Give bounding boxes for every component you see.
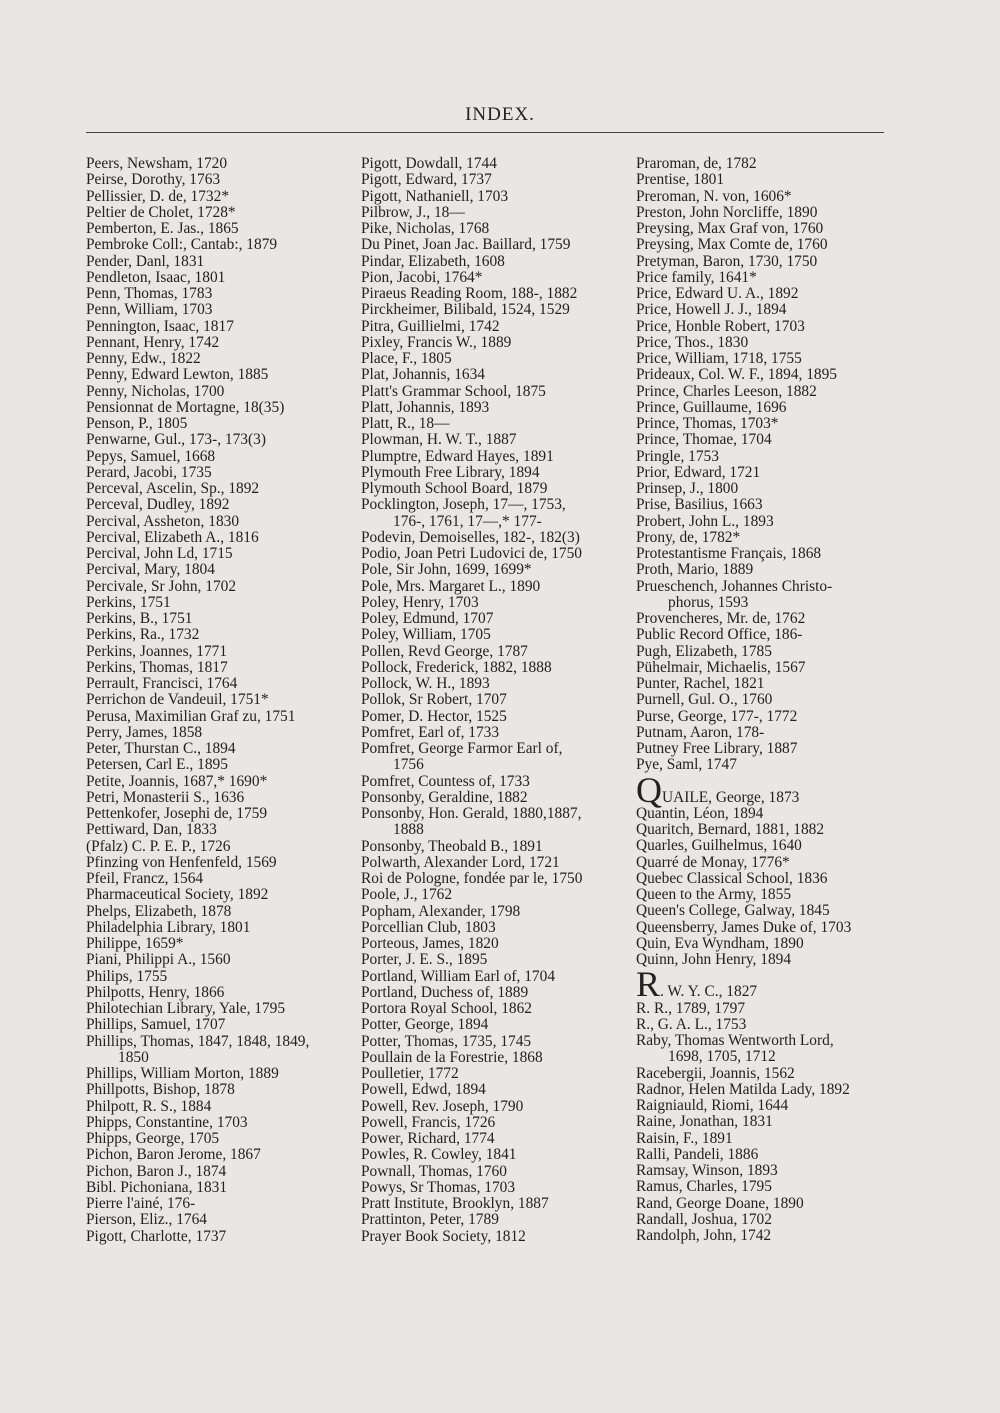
index-entry: Pindar, Elizabeth, 1608 [361, 252, 505, 270]
index-entry: Philippe, 1659* [86, 935, 184, 952]
index-entry: Porter, J. E. S., 1895 [361, 951, 488, 969]
index-entry-continuation: 1756 [393, 756, 424, 774]
index-entry: Pollock, Frederick, 1882, 1888 [361, 658, 552, 676]
index-entry: Preroman, N. von, 1606* [636, 187, 792, 205]
index-entry: Prinsep, J., 1800 [636, 480, 739, 497]
index-entry: Queen's College, Galway, 1845 [636, 902, 830, 920]
index-entry: Popham, Alexander, 1798 [361, 902, 521, 920]
index-entry: Ponsonby, Theobald B., 1891 [361, 837, 543, 855]
index-entry: Raby, Thomas Wentworth Lord, [636, 1032, 834, 1049]
index-entry: Peers, Newsham, 1720 [86, 155, 228, 172]
index-entry: Phillpotts, Bishop, 1878 [86, 1081, 235, 1099]
index-entry: Phillips, William Morton, 1889 [86, 1065, 279, 1082]
page-title: INDEX. [465, 104, 535, 125]
index-entry: Pühelmair, Michaelis, 1567 [636, 658, 806, 676]
index-entry: Pfeil, Francz, 1564 [86, 870, 204, 887]
index-entry: Price, William, 1718, 1755 [636, 350, 802, 367]
index-entry: Powell, Edwd, 1894 [361, 1081, 486, 1099]
index-entry: Pilbrow, J., 18— [361, 203, 465, 221]
index-entry: Ramus, Charles, 1795 [636, 1178, 772, 1196]
index-entry: Pierre l'ainé, 176- [86, 1195, 196, 1212]
index-entry: (Pfalz) C. P. E. P., 1726 [86, 837, 231, 855]
index-entry: Pennant, Henry, 1742 [86, 333, 220, 351]
index-entry: Quarles, Guilhelmus, 1640 [636, 837, 802, 855]
index-entry: Pratt Institute, Brooklyn, 1887 [361, 1195, 549, 1212]
index-entry: Pierson, Eliz., 1764 [86, 1211, 207, 1229]
index-entry: Podio, Joan Petri Ludovici de, 1750 [361, 545, 583, 562]
index-entry: Probert, John L., 1893 [636, 512, 774, 530]
index-entry: Quinn, John Henry, 1894 [636, 951, 792, 968]
index-entry: Powell, Francis, 1726 [361, 1113, 496, 1131]
index-entry: Penny, Edward Lewton, 1885 [86, 366, 269, 384]
index-entry: Prattinton, Peter, 1789 [361, 1211, 499, 1229]
index-entry: Pugh, Elizabeth, 1785 [636, 642, 772, 660]
index-entry: Pettiward, Dan, 1833 [86, 821, 217, 839]
index-entry-continuation: phorus, 1593 [668, 593, 749, 611]
index-entry: Price, Edward U. A., 1892 [636, 285, 799, 302]
index-entry: Preysing, Max Graf von, 1760 [636, 220, 824, 237]
index-entry: Phillips, Thomas, 1847, 1848, 1849, [86, 1032, 310, 1050]
index-entry: Ponsonby, Hon. Gerald, 1880,1887, [361, 805, 582, 822]
index-entry: Perry, James, 1858 [86, 723, 203, 741]
index-entry: Prince, Guillaume, 1696 [636, 398, 787, 416]
index-entry: Pomer, D. Hector, 1525 [361, 707, 507, 725]
index-entry: Phelps, Elizabeth, 1878 [86, 902, 232, 920]
index-entry: Raisin, F., 1891 [636, 1129, 733, 1147]
index-entry: Potter, George, 1894 [361, 1016, 489, 1034]
index-entry: Perrault, Francisci, 1764 [86, 675, 238, 692]
index-entry: Raine, Jonathan, 1831 [636, 1113, 773, 1131]
index-entry: Pigott, Dowdall, 1744 [361, 155, 497, 172]
index-entry: Pendleton, Isaac, 1801 [86, 268, 226, 286]
index-entry: Perkins, Thomas, 1817 [86, 658, 228, 676]
index-entry: Polwarth, Alexander Lord, 1721 [361, 853, 560, 871]
index-entry: Pirckheimer, Bilibald, 1524, 1529 [361, 301, 570, 319]
index-entry: Platt, R., 18— [361, 415, 450, 432]
index-entry: Percival, Elizabeth A., 1816 [86, 528, 259, 546]
index-entry: Prentise, 1801 [636, 171, 725, 189]
index-entry: Poley, Edmund, 1707 [361, 610, 494, 627]
index-entry: Racebergii, Joannis, 1562 [636, 1064, 795, 1082]
index-entry: Pemberton, E. Jas., 1865 [86, 220, 239, 237]
index-entry: Ponsonby, Geraldine, 1882 [361, 788, 528, 806]
index-entry: Phipps, George, 1705 [86, 1130, 220, 1147]
index-entry: Quebec Classical School, 1836 [636, 869, 828, 887]
index-entry: Preston, John Norcliffe, 1890 [636, 203, 818, 221]
index-entry: Raigniauld, Riomi, 1644 [636, 1097, 789, 1114]
index-entry: Pitra, Guillielmi, 1742 [361, 317, 500, 335]
index-entry: Peter, Thurstan C., 1894 [86, 740, 236, 757]
index-entry: Philadelphia Library, 1801 [86, 918, 251, 936]
index-entry: Pharmaceutical Society, 1892 [86, 886, 269, 904]
index-entry: Penn, Thomas, 1783 [86, 285, 213, 302]
index-entry: Praroman, de, 1782 [636, 155, 757, 172]
index-entry: Potter, Thomas, 1735, 1745 [361, 1032, 532, 1050]
index-entry: Prayer Book Society, 1812 [361, 1227, 526, 1245]
index-entry: Philpott, R. S., 1884 [86, 1097, 212, 1115]
index-entry: Perkins, 1751 [86, 593, 171, 611]
index-entry: Powles, R. Cowley, 1841 [361, 1146, 517, 1164]
index-entry: Price, Howell J. J., 1894 [636, 301, 787, 319]
index-entry: Penny, Nicholas, 1700 [86, 382, 225, 400]
index-entry: Queen to the Army, 1855 [636, 886, 792, 903]
index-entry: Pollok, Sr Robert, 1707 [361, 691, 507, 709]
index-entry: Poullain de la Forestrie, 1868 [361, 1048, 543, 1066]
index-entry: Protestantisme Français, 1868 [636, 545, 822, 562]
index-entry-continuation: 1850 [118, 1048, 149, 1066]
index-entry: Preysing, Max Comte de, 1760 [636, 236, 828, 254]
index-entry: Prise, Basilius, 1663 [636, 496, 763, 514]
index-entry: Pixley, Francis W., 1889 [361, 333, 512, 351]
index-entry: Pepys, Samuel, 1668 [86, 447, 216, 465]
index-entry: Pollen, Revd George, 1787 [361, 642, 528, 660]
index-entry: Perkins, B., 1751 [86, 610, 193, 627]
index-entry: Randolph, John, 1742 [636, 1227, 772, 1244]
index-entry: Penson, P., 1805 [86, 415, 188, 432]
index-entry: Portora Royal School, 1862 [361, 1000, 532, 1017]
index-entry: Petersen, Carl E., 1895 [86, 756, 228, 774]
index-entry: Poulletier, 1772 [361, 1065, 459, 1082]
section-entry-q [636, 769, 892, 810]
index-entry: Price, Honble Robert, 1703 [636, 317, 805, 335]
index-entry: Podevin, Demoiselles, 182-, 182(3) [361, 528, 580, 546]
index-entry: Pocklington, Joseph, 17—, 1753, [361, 496, 566, 514]
index-entry: Pole, Sir John, 1699, 1699* [361, 561, 532, 579]
index-entry: Pollock, W. H., 1893 [361, 675, 490, 692]
index-entry: Portland, William Earl of, 1704 [361, 967, 556, 985]
index-entry: Pigott, Nathaniell, 1703 [361, 187, 509, 205]
index-entry: Power, Richard, 1774 [361, 1130, 495, 1147]
section-initial-r: R [636, 964, 661, 1005]
index-entry: Perusa, Maximilian Graf zu, 1751 [86, 707, 296, 725]
index-entry: Percival, Mary, 1804 [86, 561, 215, 579]
index-entry: . W. Y. C., 1827 [660, 983, 758, 1001]
index-entry: Pichon, Baron J., 1874 [86, 1162, 227, 1180]
index-entry: Ralli, Pandeli, 1886 [636, 1145, 759, 1163]
index-entry: Pettenkofer, Josephi de, 1759 [86, 805, 268, 822]
index-entry: Philpotts, Henry, 1866 [86, 983, 225, 1001]
index-entry: Percivale, Sr John, 1702 [86, 577, 237, 595]
index-entry: Phipps, Constantine, 1703 [86, 1113, 248, 1131]
index-entry: Pigott, Charlotte, 1737 [86, 1227, 227, 1245]
index-entry: Randall, Joshua, 1702 [636, 1210, 772, 1228]
index-entry: Public Record Office, 186- [636, 626, 803, 644]
index-entry: Phillips, Samuel, 1707 [86, 1016, 226, 1034]
index-entry: Pringle, 1753 [636, 447, 719, 465]
index-entry: Proth, Mario, 1889 [636, 561, 754, 579]
index-entry: Quarré de Monay, 1776* [636, 853, 790, 871]
index-entry: Perrichon de Vandeuil, 1751* [86, 691, 269, 709]
index-entry: Plowman, H. W. T., 1887 [361, 431, 517, 449]
index-entry: Penwarne, Gul., 173-, 173(3) [86, 431, 266, 449]
index-entry: Perard, Jacobi, 1735 [86, 463, 212, 481]
index-entry: Du Pinet, Joan Jac. Baillard, 1759 [361, 236, 571, 254]
index-entry: Petri, Monasterii S., 1636 [86, 788, 245, 806]
index-entry: R., G. A. L., 1753 [636, 1015, 747, 1033]
index-entry: UAILE, George, 1873 [662, 788, 800, 806]
index-entry: Piraeus Reading Room, 188-, 1882 [361, 285, 578, 302]
index-entry: Price, Thos., 1830 [636, 333, 749, 351]
index-entry: Perceval, Dudley, 1892 [86, 496, 230, 514]
index-entry: Prince, Thomae, 1704 [636, 431, 772, 449]
index-entry: Perkins, Joannes, 1771 [86, 642, 228, 660]
header-rule [86, 132, 884, 133]
index-entry: Prince, Charles Leeson, 1882 [636, 382, 817, 400]
index-entry: Powys, Sr Thomas, 1703 [361, 1178, 516, 1196]
index-entry: Perceval, Ascelin, Sp., 1892 [86, 480, 260, 497]
index-entry: Petite, Joannis, 1687,* 1690* [86, 772, 268, 790]
index-entry: Pembroke Coll:, Cantab:, 1879 [86, 236, 278, 254]
index-entry: Pomfret, Earl of, 1733 [361, 723, 500, 741]
index-entry: Peirse, Dorothy, 1763 [86, 171, 221, 189]
index-column-1 [86, 156, 354, 1245]
index-entry: Platt, Johannis, 1893 [361, 398, 490, 416]
index-entry: Plymouth School Board, 1879 [361, 480, 548, 497]
index-entry: Poole, J., 1762 [361, 886, 453, 904]
index-entry: Poley, William, 1705 [361, 626, 491, 644]
index-entry: Pfinzing von Henfenfeld, 1569 [86, 853, 277, 871]
index-entry: Pennington, Isaac, 1817 [86, 317, 234, 335]
index-entry: Portland, Duchess of, 1889 [361, 983, 529, 1001]
index-entry: Ramsay, Winson, 1893 [636, 1162, 778, 1179]
index-entry: Bibl. Pichoniana, 1831 [86, 1178, 228, 1196]
index-entry: Pretyman, Baron, 1730, 1750 [636, 252, 818, 270]
index-entry: Prideaux, Col. W. F., 1894, 1895 [636, 366, 837, 384]
index-entry: Prince, Thomas, 1703* [636, 415, 779, 432]
index-entry: Powell, Rev. Joseph, 1790 [361, 1097, 524, 1115]
index-entry: Platt's Grammar School, 1875 [361, 382, 546, 400]
index-entry: Quin, Eva Wyndham, 1890 [636, 934, 804, 952]
index-entry: Pichon, Baron Jerome, 1867 [86, 1146, 261, 1164]
index-entry: Philotechian Library, Yale, 1795 [86, 1000, 286, 1017]
index-entry: Philips, 1755 [86, 967, 168, 985]
index-column-3 [636, 156, 892, 1244]
index-entry: Porcellian Club, 1803 [361, 918, 496, 936]
index-entry: Pownall, Thomas, 1760 [361, 1162, 507, 1180]
index-entry: Porteous, James, 1820 [361, 935, 499, 952]
index-column-2 [361, 156, 623, 1245]
index-entry: Pigott, Edward, 1737 [361, 171, 492, 189]
index-entry: Provencheres, Mr. de, 1762 [636, 610, 806, 627]
index-entry: Rand, George Doane, 1890 [636, 1194, 804, 1212]
index-entry: Plymouth Free Library, 1894 [361, 463, 540, 481]
index-entry: Poley, Henry, 1703 [361, 593, 479, 611]
index-entry: Pye, Saml, 1747 [636, 756, 737, 774]
index-entry: Quantin, Léon, 1894 [636, 804, 764, 822]
index-entry: Putney Free Library, 1887 [636, 740, 798, 757]
index-entry: Pomfret, Countess of, 1733 [361, 772, 530, 790]
index-entry: Prueschench, Johannes Christo- [636, 577, 833, 595]
index-entry-continuation: 176-, 1761, 17—,* 177- [393, 512, 542, 530]
index-entry: Place, F., 1805 [361, 350, 452, 367]
index-entry: Purnell, Gul. O., 1760 [636, 691, 773, 709]
index-entry: R. R., 1789, 1797 [636, 999, 746, 1017]
index-entry: Percival, John Ld, 1715 [86, 545, 233, 562]
index-entry: Radnor, Helen Matilda Lady, 1892 [636, 1080, 850, 1098]
index-entry: Perkins, Ra., 1732 [86, 626, 200, 644]
index-entry: Prior, Edward, 1721 [636, 463, 761, 481]
index-entry: Pion, Jacobi, 1764* [361, 268, 483, 286]
index-entry: Percival, Assheton, 1830 [86, 512, 240, 530]
index-entry: Pike, Nicholas, 1768 [361, 220, 490, 237]
index-entry: Pensionnat de Mortagne, 18(35) [86, 398, 285, 416]
index-entry: Quaritch, Bernard, 1881, 1882 [636, 821, 825, 838]
index-entry-continuation: 1888 [393, 821, 424, 839]
index-entry: Prony, de, 1782* [636, 528, 741, 546]
index-entry: Putnam, Aaron, 178- [636, 723, 765, 741]
index-entry: Purse, George, 177-, 1772 [636, 707, 798, 725]
index-entry: Piani, Philippi A., 1560 [86, 951, 231, 969]
index-entry: Plat, Johannis, 1634 [361, 366, 485, 384]
section-initial-q: Q [636, 769, 662, 810]
index-entry: Pomfret, George Farmor Earl of, [361, 740, 563, 757]
index-entry: Queensberry, James Duke of, 1703 [636, 918, 852, 936]
index-entry: Pole, Mrs. Margaret L., 1890 [361, 577, 541, 595]
index-entry: Peltier de Cholet, 1728* [86, 203, 236, 221]
index-entry: Roi de Pologne, fondée par le, 1750 [361, 870, 583, 887]
index-entry: Penny, Edw., 1822 [86, 350, 201, 367]
index-entry: Penn, William, 1703 [86, 301, 213, 319]
index-entry-continuation: 1698, 1705, 1712 [668, 1048, 776, 1066]
index-entry: Plumptre, Edward Hayes, 1891 [361, 447, 554, 465]
index-entry: Price family, 1641* [636, 268, 757, 286]
index-entry: Punter, Rachel, 1821 [636, 675, 765, 692]
index-entry: Pender, Danl, 1831 [86, 252, 205, 270]
index-entry: Pellissier, D. de, 1732* [86, 187, 230, 205]
section-entry-r [636, 964, 892, 1005]
